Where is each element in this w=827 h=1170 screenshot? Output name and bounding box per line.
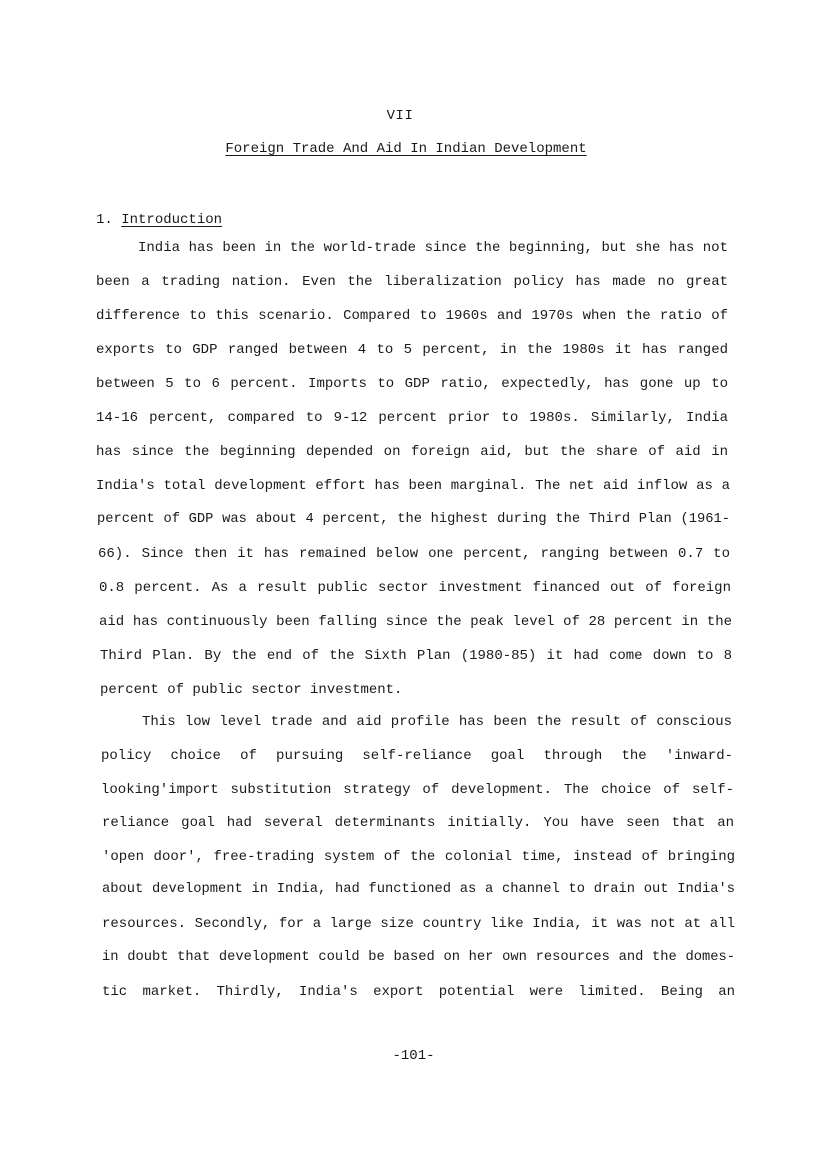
section-heading: [96, 212, 222, 228]
paragraph-line: India has been in the world-trade since the beginning, but she has not: [138, 240, 728, 256]
paragraph-line: 0.8 percent. As a result public sector investment financed out of foreign: [99, 580, 731, 596]
paragraph-line: 66). Since then it has remained below one percent, ranging between 0.7 to: [98, 546, 730, 562]
paragraph-line: looking'import substitution strategy of development. The choice of self-: [101, 782, 734, 798]
paragraph-line: percent of public sector investment.: [100, 682, 403, 698]
paragraph-line: between 5 to 6 percent. Imports to GDP ratio, expectedly, has gone up to: [96, 376, 728, 392]
paragraph-line: 14-16 percent, compared to 9-12 percent prior to 1980s. Similarly, India: [96, 410, 728, 426]
page-number: -101-: [392, 1048, 435, 1064]
paragraph-line: has since the beginning depended on foreign aid, but the share of aid in: [96, 444, 728, 460]
paragraph-line: reliance goal had several determinants initially. You have seen that an: [102, 815, 734, 831]
paragraph-line: 'open door', free-trading system of the colonial time, instead of bringing: [102, 849, 735, 865]
paragraph-line: exports to GDP ranged between 4 to 5 percent, in the 1980s it has ranged: [96, 342, 728, 358]
section-title: Introduction: [121, 212, 223, 228]
paragraph-line: percent of GDP was about 4 percent, the highest during the Third Plan (1961-: [97, 512, 730, 527]
chapter-number: VII: [386, 108, 414, 124]
paragraph-line: resources. Secondly, for a large size country like India, it was not at all: [102, 916, 735, 932]
paragraph-line: tic market. Thirdly, India's export potential were limited. Being an: [102, 984, 735, 1000]
chapter-title: Foreign Trade And Aid In Indian Development: [225, 141, 587, 157]
paragraph-line: about development in India, had functioned as a channel to drain out India's: [102, 882, 735, 897]
paragraph-line: policy choice of pursuing self-reliance goal through the 'inward-: [101, 748, 733, 764]
paragraph-line: in doubt that development could be based on her own resources and the domes-: [102, 950, 735, 965]
paragraph-line: Third Plan. By the end of the Sixth Plan (1980-85) it had come down to 8: [100, 648, 732, 664]
paragraph-line: This low level trade and aid profile has been the result of conscious: [142, 714, 732, 730]
paragraph-line: aid has continuously been falling since the peak level of 28 percent in the: [99, 614, 732, 630]
section-number: 1.: [96, 212, 113, 228]
paragraph-line: difference to this scenario. Compared to 1960s and 1970s when the ratio of: [96, 308, 728, 324]
paragraph-line: been a trading nation. Even the liberalization policy has made no great: [96, 274, 728, 290]
paragraph-line: India's total development effort has been marginal. The net aid inflow as a: [96, 478, 730, 494]
